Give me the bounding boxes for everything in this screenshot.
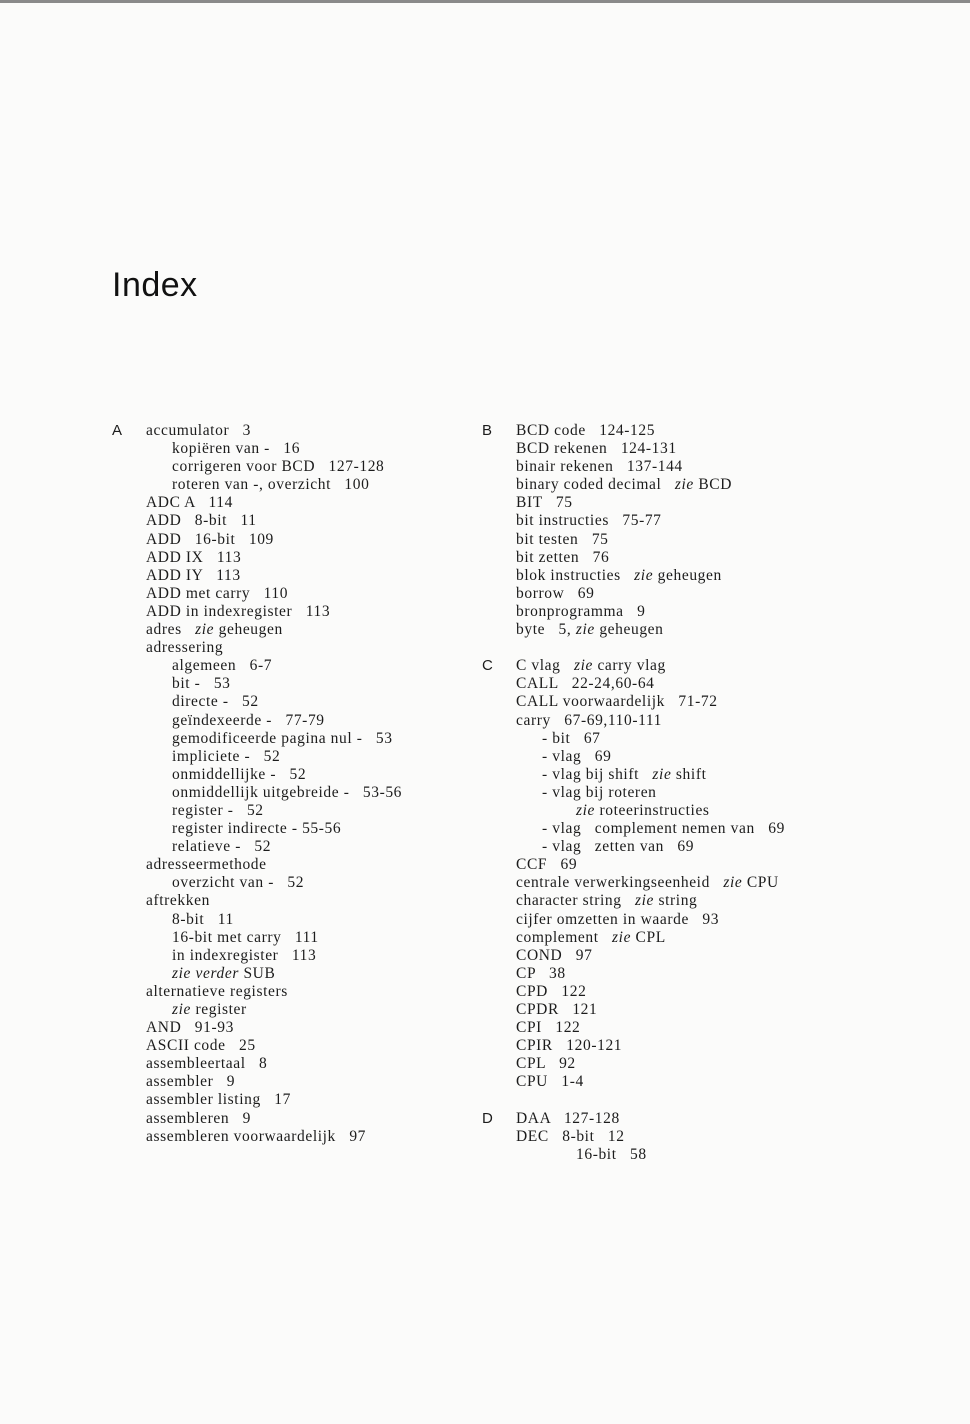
index-entry: bit testen 75	[516, 530, 609, 548]
index-entry: ADC A 114	[146, 494, 233, 512]
index-entry: assembleren 9	[146, 1109, 251, 1127]
index-entry: byte 5, zie geheugen	[516, 621, 664, 639]
index-entry: zie register	[172, 1001, 247, 1018]
index-entry: C vlag zie carry vlag	[516, 657, 666, 675]
index-entry: corrigeren voor BCD 127-128	[172, 458, 385, 476]
index-entry: adressering	[146, 639, 224, 657]
index-entry: COND 97	[516, 946, 593, 964]
index-entry: zie verder SUB	[172, 964, 276, 982]
index-entry: binary coded decimal zie BCD	[516, 476, 733, 494]
index-entry: DAA 127-128	[516, 1109, 620, 1127]
index-entry: ADD met carry 110	[146, 584, 289, 602]
index-entry: ADD 8-bit 11	[146, 512, 257, 530]
section-letter: B	[482, 422, 493, 439]
index-entry: centrale verwerkingseenheid zie CPU	[516, 874, 779, 892]
index-entry: BCD code 124-125	[516, 422, 656, 439]
index-entry: assembleren voorwaardelijk 97	[146, 1127, 367, 1145]
index-entry: adres zie geheugen	[146, 621, 283, 639]
index-entry: register - 52	[172, 801, 264, 819]
index-column-left	[112, 422, 492, 1146]
index-entry: bit zetten 76	[516, 548, 610, 566]
index-entry: alternatieve registers	[146, 982, 288, 1000]
index-entry: cijfer omzetten in waarde 93	[516, 910, 720, 928]
index-entry: CPL 92	[516, 1055, 576, 1073]
index-entry: ASCII code 25	[146, 1037, 256, 1055]
index-entry: gemodificeerde pagina nul - 53	[172, 729, 393, 747]
index-entry: roteren van -, overzicht 100	[172, 476, 370, 494]
index-entry: ADD IX 113	[146, 548, 242, 566]
index-entry: binair rekenen 137-144	[516, 458, 683, 476]
section-gap	[482, 639, 862, 657]
page-title: Index	[112, 266, 198, 304]
index-entry: - vlag 69	[542, 747, 612, 765]
index-entry: - vlag complement nemen van 69	[542, 820, 785, 838]
index-section-b	[482, 422, 862, 639]
index-entry: complement zie CPL	[516, 928, 666, 946]
section-letter: A	[112, 422, 123, 439]
index-entry: AND 91-93	[146, 1019, 234, 1037]
index-entry: overzicht van - 52	[172, 874, 305, 892]
index-entry: carry 67-69,110-111	[516, 711, 663, 729]
index-entry: borrow 69	[516, 584, 595, 602]
index-entry: accumulator 3	[146, 422, 251, 439]
index-section-d	[482, 1110, 862, 1164]
section-letter: C	[482, 657, 494, 675]
index-section-a	[112, 422, 492, 1146]
index-entry: CP 38	[516, 964, 566, 982]
index-entry: onmiddellijk uitgebreide - 53-56	[172, 783, 403, 801]
index-entry: kopiëren van - 16	[172, 440, 301, 458]
index-entry: character string zie string	[516, 892, 698, 910]
index-entry: assembleertaal 8	[146, 1055, 268, 1073]
index-entry: bronprogramma 9	[516, 602, 646, 620]
index-entry: CPI 122	[516, 1019, 581, 1037]
index-entry: - vlag bij roteren	[542, 783, 657, 801]
page-top-edge	[0, 0, 970, 3]
index-entry: in indexregister 113	[172, 946, 317, 964]
index-entry: directe - 52	[172, 693, 259, 711]
index-entry: assembler listing 17	[146, 1091, 291, 1109]
index-entry: CPU 1-4	[516, 1073, 584, 1091]
index-entry: assembler 9	[146, 1073, 236, 1091]
index-entry: zie roteerinstructies	[576, 801, 710, 819]
section-letter: D	[482, 1109, 494, 1127]
index-entry: ADD in indexregister 113	[146, 602, 331, 620]
index-entry: bit instructies 75-77	[516, 512, 662, 530]
index-entry: 8-bit 11	[172, 910, 234, 928]
index-entry: - vlag zetten van 69	[542, 838, 695, 856]
index-entry: algemeen 6-7	[172, 657, 273, 675]
index-entry: CPDR 121	[516, 1001, 598, 1018]
index-entry: aftrekken	[146, 892, 210, 910]
index-column-right	[482, 422, 862, 1164]
index-entry: blok instructies zie geheugen	[516, 566, 722, 584]
index-entry: DEC 8-bit 12	[516, 1127, 625, 1145]
index-section-c	[482, 657, 862, 1091]
index-entry: CPIR 120-121	[516, 1037, 623, 1055]
index-entry: impliciete - 52	[172, 747, 281, 765]
index-entry: CPD 122	[516, 982, 587, 1000]
section-gap	[482, 1091, 862, 1109]
index-entry: 16-bit 58	[576, 1145, 647, 1163]
index-entry: BCD rekenen 124-131	[516, 440, 677, 458]
index-entry: register indirecte - 55-56	[172, 820, 342, 838]
index-entry: CALL voorwaardelijk 71-72	[516, 693, 718, 711]
index-entry: 16-bit met carry 111	[172, 928, 319, 946]
index-entry: bit - 53	[172, 675, 231, 693]
index-entry: relatieve - 52	[172, 838, 272, 856]
index-entry: CCF 69	[516, 856, 578, 874]
index-entry: BIT 75	[516, 494, 573, 512]
index-entry: CALL 22-24,60-64	[516, 675, 655, 693]
index-entry: - vlag bij shift zie shift	[542, 765, 707, 783]
index-entry: - bit 67	[542, 729, 601, 747]
index-entry: onmiddellijke - 52	[172, 765, 307, 783]
index-entry: adresseermethode	[146, 856, 267, 874]
index-entry: ADD IY 113	[146, 566, 241, 584]
index-entry: geïndexeerde - 77-79	[172, 711, 325, 729]
index-entry: ADD 16-bit 109	[146, 530, 274, 548]
